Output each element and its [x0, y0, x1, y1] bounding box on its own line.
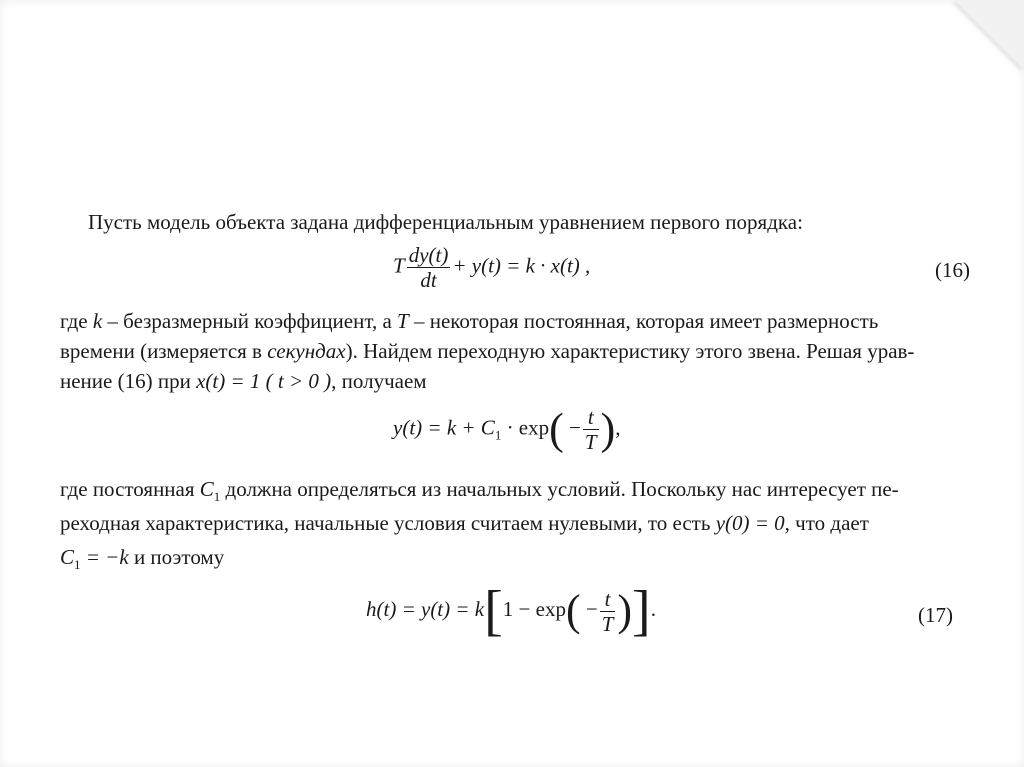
p3-l1-b: должна определяться из начальных условий. Поскольку нас интересует пе-: [220, 477, 899, 501]
p3-l1-a: где постоянная: [60, 477, 200, 501]
eq17-tail: .: [650, 596, 656, 621]
paragraph-3-line-3: [60, 544, 224, 578]
paragraph-1: Пусть модель объекта задана дифференциальным уравнением первого порядка:: [88, 210, 803, 234]
paragraph-3-line-2: [60, 510, 869, 536]
p2-l3-b: , получаем: [331, 369, 427, 393]
eq17-fraction: [600, 587, 616, 636]
eq17-denominator: T: [601, 611, 614, 636]
eqy-fraction: [583, 405, 599, 454]
paragraph-2-line-3: [60, 368, 427, 394]
paragraph-2-line-2: [60, 338, 914, 364]
p2-l3-math: x(t) = 1 ( t > 0 ): [196, 369, 332, 393]
equation-y: $y(t) = k + C_1 \cdot \exp$( − $\frac{t}{T}$ ),: [393, 404, 621, 454]
p2-l1-c: – некоторая постоянная, которая имеет размерность: [408, 309, 879, 333]
equation-16: [393, 243, 590, 292]
eq17-inner: 1 − exp: [502, 596, 566, 621]
p3-l3-b: и поэтому: [128, 545, 225, 569]
p3-l1-sub: 1: [213, 489, 221, 505]
eqy-left-paren: (: [549, 404, 564, 454]
eqy-denominator: T: [584, 430, 597, 454]
p2-l3-a: нение (16) при: [60, 369, 197, 393]
p2-l2-a: времени (измеряется в: [60, 339, 268, 363]
p2-l1-k: k: [92, 309, 103, 333]
p2-l1-T: T: [397, 309, 409, 333]
p2-l2-b: ). Найдем переходную характеристику этого звена. Решая урав-: [345, 339, 915, 363]
eq17-lhs: h(t) = y(t) = k: [366, 596, 485, 621]
p3-l2-a: реходная характеристика, начальные условия считаем нулевыми, то есть: [60, 511, 716, 535]
p3-l1-C: C: [199, 477, 214, 501]
eqy-numerator: t: [583, 405, 599, 430]
eq17-right-paren: ): [617, 586, 633, 635]
eq16-fraction: [407, 243, 451, 292]
p2-l1-a: где: [60, 309, 93, 333]
eqy-right-paren: ): [600, 404, 616, 454]
page-corner-fold: [954, 0, 1024, 70]
eqy-lhs: y(t) = k + C: [393, 415, 495, 440]
p3-l2-b: , что дает: [784, 511, 869, 535]
eqy-tail: ,: [615, 415, 621, 440]
eqy-sub: 1: [494, 427, 502, 443]
equation-17: h(t) = y(t) = k[1 − exp( − $\frac{t}{T}$ )].: [366, 580, 656, 642]
eq17-right-bracket: ]: [632, 580, 651, 642]
p3-l3-math: = −k: [80, 545, 129, 569]
p2-l2-em: секундах: [267, 339, 346, 363]
paragraph-3-line-1: [60, 476, 899, 510]
eq16-denominator: dt: [420, 268, 437, 292]
p3-l3-C: C: [60, 545, 75, 569]
eq17-left-paren: (: [565, 586, 581, 635]
equation-17-number: (17): [918, 603, 953, 627]
p3-l2-math: y(0) = 0: [715, 511, 785, 535]
eq16-numerator: dy(t): [408, 243, 449, 267]
p2-l1-b: – безразмерный коэффициент, а: [102, 309, 398, 333]
eq16-T: T: [393, 253, 405, 278]
paragraph-2-line-1: [60, 308, 878, 334]
eqy-mid: · exp: [501, 415, 550, 440]
equation-16-number: (16): [935, 258, 970, 282]
eq17-numerator: t: [600, 587, 616, 612]
p3-l3-sub: 1: [74, 557, 81, 573]
eq16-rest: + y(t) = k · x(t) ,: [452, 253, 591, 278]
eq17-left-bracket: [: [484, 580, 503, 642]
